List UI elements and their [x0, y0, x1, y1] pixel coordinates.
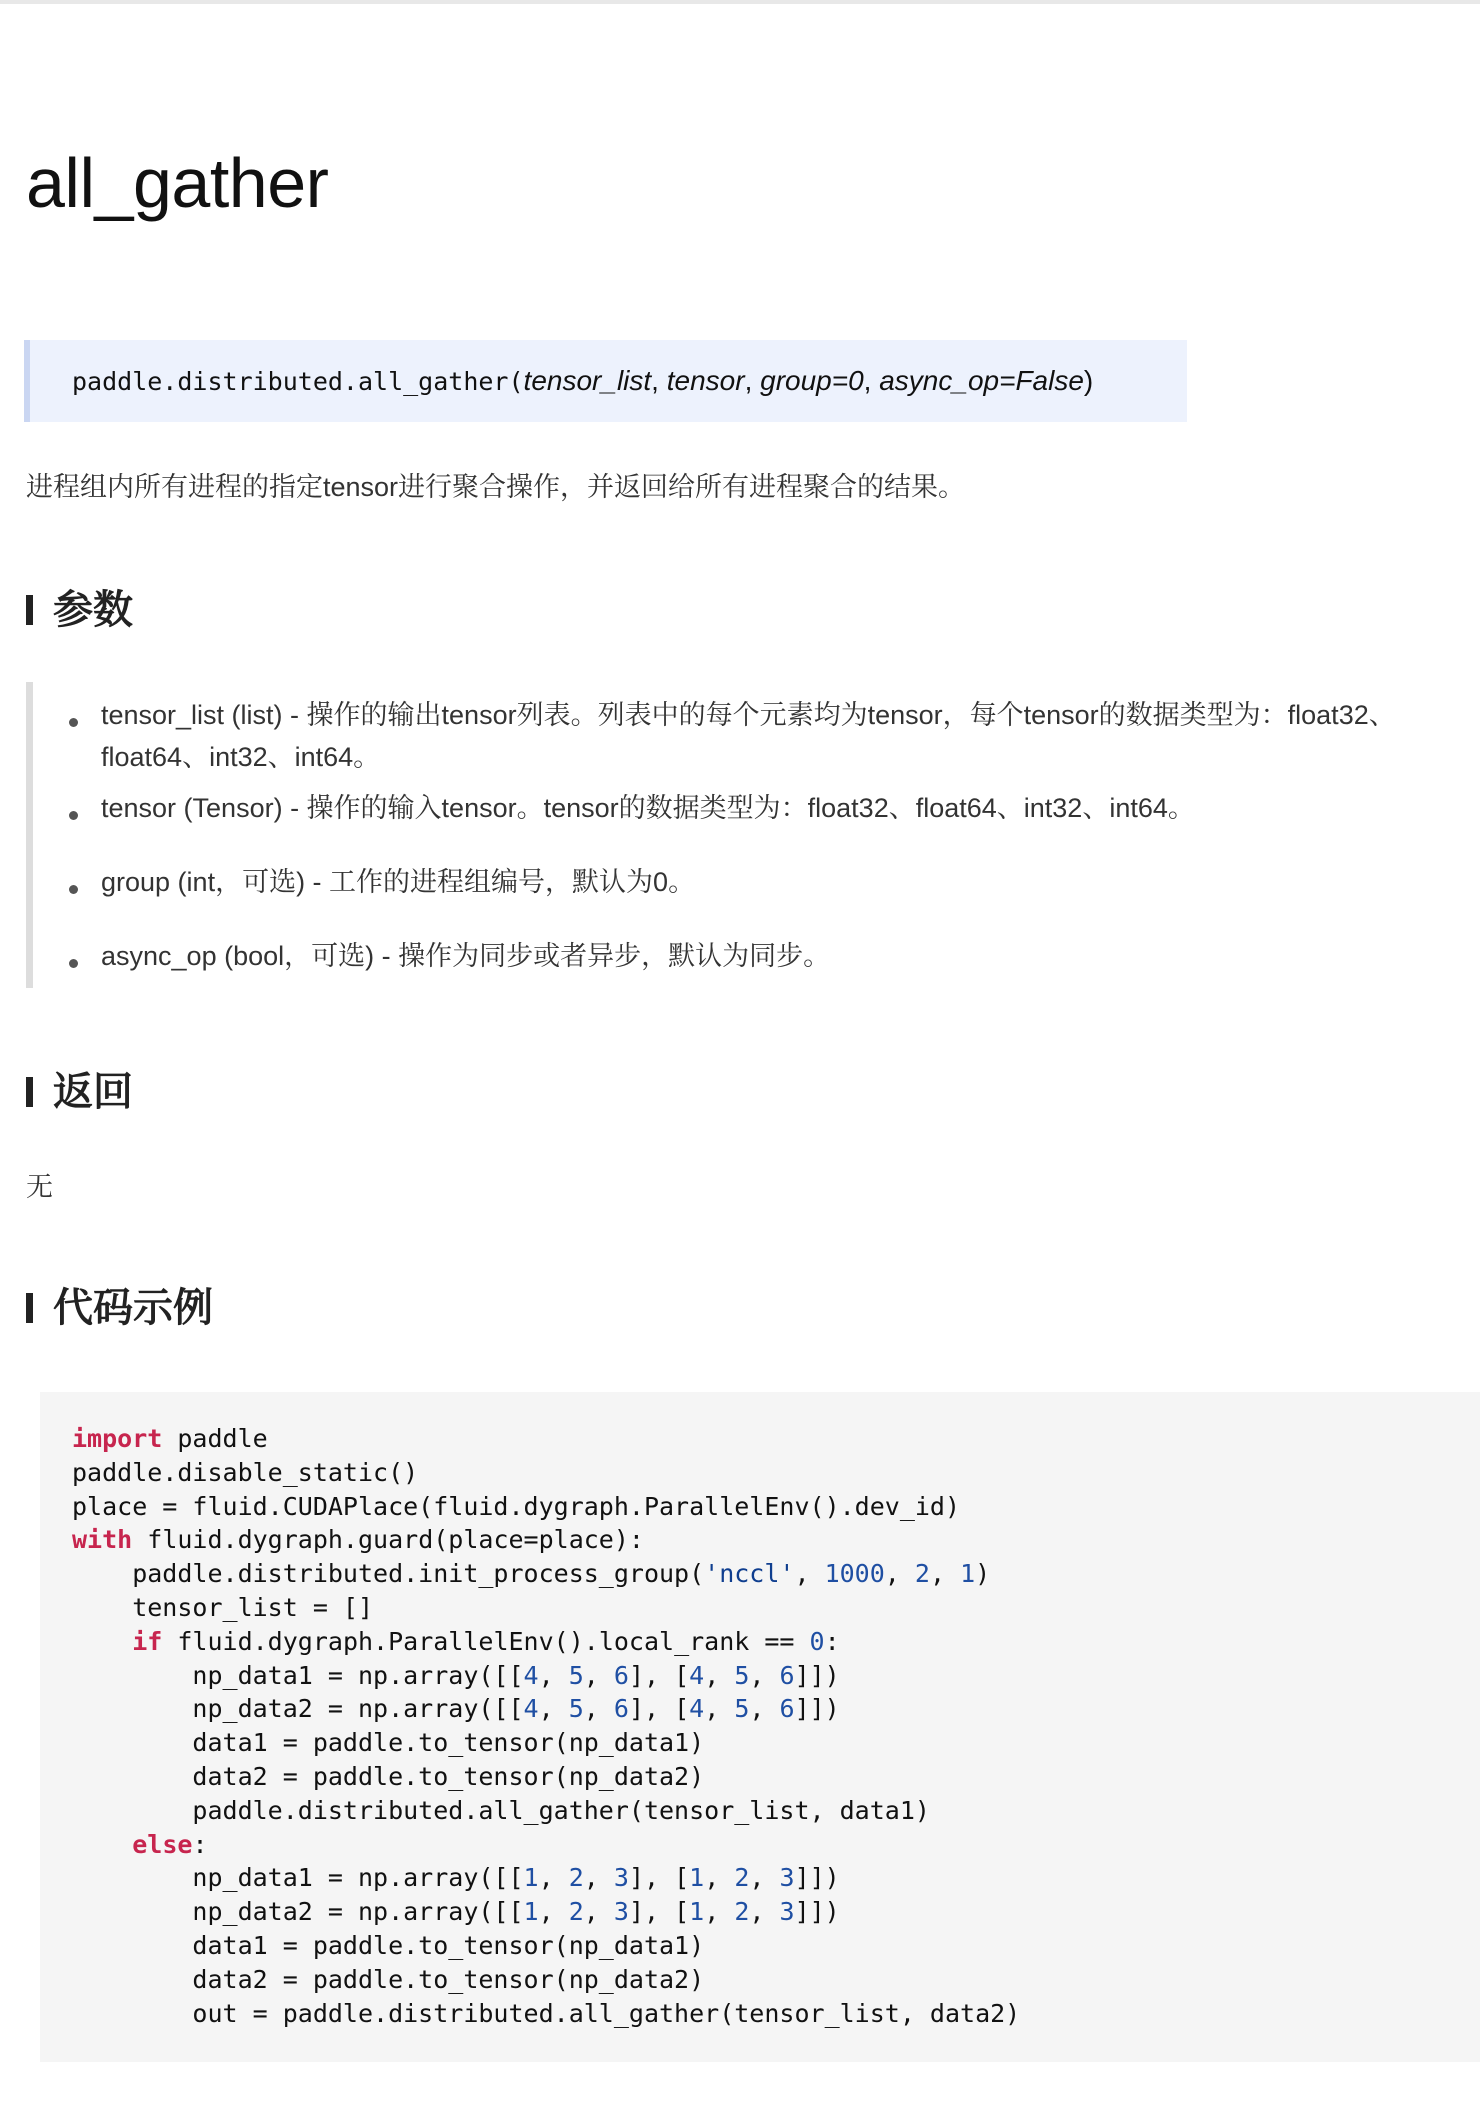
- code-token: ,: [583, 1660, 614, 1690]
- param-text: async_op (bool，可选) - 操作为同步或者异步，默认为同步。: [101, 941, 831, 971]
- code-line: [72, 1422, 268, 1456]
- code-line: [72, 1523, 644, 1557]
- code-number: 2: [568, 1897, 584, 1927]
- heading-bar-decoration: [26, 1293, 33, 1323]
- code-token: ,: [704, 1694, 735, 1724]
- code-number: 5: [568, 1694, 584, 1724]
- code-number: 6: [613, 1694, 629, 1724]
- returns-text: 无: [26, 1172, 53, 1202]
- code-token: ]]): [794, 1694, 840, 1724]
- code-token: ]]): [794, 1863, 840, 1893]
- signature-function-name: paddle.distributed.all_gather(: [72, 366, 524, 396]
- code-token: data2 = paddle.to_tensor(np_data2): [72, 1964, 705, 1994]
- code-keyword: else: [132, 1829, 193, 1859]
- code-keyword: with: [72, 1525, 133, 1555]
- code-number: 6: [613, 1660, 629, 1690]
- code-token: tensor_list = []: [72, 1593, 374, 1622]
- section-heading-params: [26, 590, 133, 630]
- code-token: data1 = paddle.to_tensor(np_data1): [72, 1728, 705, 1758]
- code-token: out = paddle.distributed.all_gather(tensor_list, data2): [72, 1998, 1021, 2028]
- code-number: 3: [779, 1863, 795, 1893]
- code-token: ,: [884, 1559, 915, 1589]
- code-token: ]]): [794, 1897, 840, 1927]
- code-line: [72, 1895, 840, 1929]
- code-number: 4: [523, 1660, 539, 1690]
- code-line: [72, 1997, 1020, 2031]
- code-line: [72, 1828, 208, 1862]
- signature-separator: ,: [651, 365, 667, 396]
- section-heading-label: 参数: [53, 588, 133, 632]
- code-string: 'nccl': [704, 1559, 795, 1589]
- description-text: 进程组内所有进程的指定tensor进行聚合操作，并返回给所有进程聚合的结果。: [26, 472, 966, 502]
- code-token: ,: [794, 1559, 825, 1589]
- code-line: [72, 1591, 373, 1625]
- code-number: 4: [523, 1694, 539, 1724]
- code-token: :: [192, 1829, 208, 1859]
- code-token: [72, 1627, 132, 1656]
- params-list: [26, 682, 1466, 988]
- code-number: 2: [734, 1897, 750, 1927]
- param-item-async-op: [101, 935, 830, 977]
- heading-bar-decoration: [26, 1077, 33, 1107]
- function-signature: [24, 340, 1187, 422]
- code-token: ], [: [628, 1863, 690, 1893]
- code-line: [72, 1490, 960, 1524]
- code-token: ]]): [794, 1660, 840, 1690]
- code-token: ], [: [628, 1897, 690, 1927]
- code-token: paddle: [162, 1424, 268, 1453]
- section-heading-example: [26, 1288, 213, 1328]
- code-token: ,: [704, 1863, 735, 1893]
- bullet-dot: [69, 718, 78, 727]
- code-token: ,: [704, 1660, 735, 1690]
- code-token: paddle.disable_static(): [72, 1457, 419, 1487]
- param-text: tensor (Tensor) - 操作的输入tensor。tensor的数据类型为：float32、float64、int32、int64。: [101, 793, 1195, 823]
- top-divider: [0, 0, 1480, 4]
- code-number: 6: [779, 1694, 795, 1724]
- code-token: ): [975, 1559, 991, 1589]
- page-title: all_gather: [26, 144, 329, 222]
- code-token: data2 = paddle.to_tensor(np_data2): [72, 1762, 705, 1791]
- code-line: [72, 1794, 930, 1828]
- code-token: [72, 1830, 132, 1859]
- code-keyword: import: [72, 1424, 163, 1453]
- section-heading-returns: [26, 1072, 133, 1112]
- code-line: [72, 1625, 840, 1659]
- code-token: data1 = paddle.to_tensor(np_data1): [72, 1931, 705, 1960]
- code-token: np_data2 = np.array([[: [72, 1694, 524, 1724]
- code-token: ,: [538, 1897, 569, 1927]
- code-number: 1: [523, 1897, 539, 1927]
- signature-param: group=0: [760, 365, 864, 396]
- code-number: 1: [689, 1897, 705, 1927]
- code-token: np_data2 = np.array([[: [72, 1897, 524, 1927]
- heading-bar-decoration: [26, 595, 33, 625]
- code-token: paddle.distributed.init_process_group(: [72, 1559, 705, 1589]
- signature-separator: ,: [744, 365, 761, 396]
- signature-close-paren: ): [1083, 365, 1094, 396]
- code-number: 2: [568, 1863, 584, 1893]
- code-line: [72, 1861, 840, 1895]
- code-token: np_data1 = np.array([[: [72, 1863, 524, 1893]
- code-token: fluid.dygraph.ParallelEnv().local_rank ==: [162, 1626, 810, 1656]
- code-token: ,: [704, 1897, 735, 1927]
- section-heading-label: 代码示例: [53, 1286, 213, 1330]
- signature-param: tensor_list: [523, 365, 652, 396]
- code-keyword: if: [132, 1626, 163, 1656]
- section-heading-label: 返回: [53, 1070, 133, 1114]
- code-token: ], [: [628, 1694, 690, 1724]
- code-line: [72, 1726, 704, 1760]
- code-number: 4: [689, 1660, 705, 1690]
- param-text: tensor_list (list) - 操作的输出tensor列表。列表中的每个元素均为tensor，每个tensor的数据类型为：float32、: [101, 700, 1396, 730]
- code-number: 1: [689, 1863, 705, 1893]
- code-token: ,: [538, 1694, 569, 1724]
- signature-param: async_op=False: [879, 365, 1084, 396]
- param-item-group: [101, 861, 695, 903]
- code-token: ,: [749, 1863, 780, 1893]
- code-line: [72, 1760, 704, 1794]
- code-example-block: [40, 1392, 1480, 2062]
- code-line: [72, 1659, 840, 1693]
- code-line: [72, 1929, 704, 1963]
- bullet-dot: [69, 885, 78, 894]
- code-token: :: [824, 1626, 840, 1656]
- code-token: ,: [749, 1897, 780, 1927]
- bullet-dot: [69, 959, 78, 968]
- code-number: 1: [960, 1559, 976, 1589]
- code-number: 5: [734, 1694, 750, 1724]
- code-token: ,: [538, 1863, 569, 1893]
- code-token: np_data1 = np.array([[: [72, 1660, 524, 1690]
- code-token: ,: [749, 1660, 780, 1690]
- code-token: place = fluid.CUDAPlace(fluid.dygraph.ParallelEnv().dev_id): [72, 1491, 961, 1521]
- code-token: ,: [929, 1559, 961, 1589]
- code-line: [72, 1456, 418, 1490]
- code-number: 5: [568, 1660, 584, 1690]
- code-token: fluid.dygraph.guard(place=place):: [132, 1525, 644, 1555]
- code-line: [72, 1557, 990, 1591]
- code-token: ,: [749, 1694, 780, 1724]
- code-line: [72, 1692, 840, 1726]
- code-number: 4: [689, 1694, 705, 1724]
- code-token: ,: [538, 1660, 569, 1690]
- signature-param: tensor: [666, 365, 745, 396]
- code-token: ,: [583, 1694, 614, 1724]
- param-text: group (int，可选) - 工作的进程组编号，默认为0。: [101, 867, 696, 897]
- code-number: 5: [734, 1660, 750, 1690]
- param-item-tensor: [101, 787, 1195, 829]
- code-number: 1000: [824, 1559, 885, 1589]
- param-item-tensor-list: [101, 694, 1396, 778]
- bullet-dot: [69, 811, 78, 820]
- code-number: 2: [734, 1863, 750, 1893]
- code-number: 3: [613, 1897, 629, 1927]
- code-token: paddle.distributed.all_gather(tensor_list, data1): [72, 1795, 930, 1825]
- code-line: [72, 1963, 704, 1997]
- signature-separator: ,: [863, 365, 880, 396]
- code-token: ,: [583, 1897, 614, 1927]
- code-number: 2: [914, 1559, 930, 1589]
- code-number: 0: [809, 1626, 825, 1656]
- code-token: ,: [583, 1863, 614, 1893]
- code-number: 1: [523, 1863, 539, 1893]
- code-number: 6: [779, 1660, 795, 1690]
- param-text-continued: float64、int32、int64。: [101, 742, 381, 772]
- code-number: 3: [779, 1897, 795, 1927]
- code-number: 3: [613, 1863, 629, 1893]
- code-token: ], [: [628, 1660, 690, 1690]
